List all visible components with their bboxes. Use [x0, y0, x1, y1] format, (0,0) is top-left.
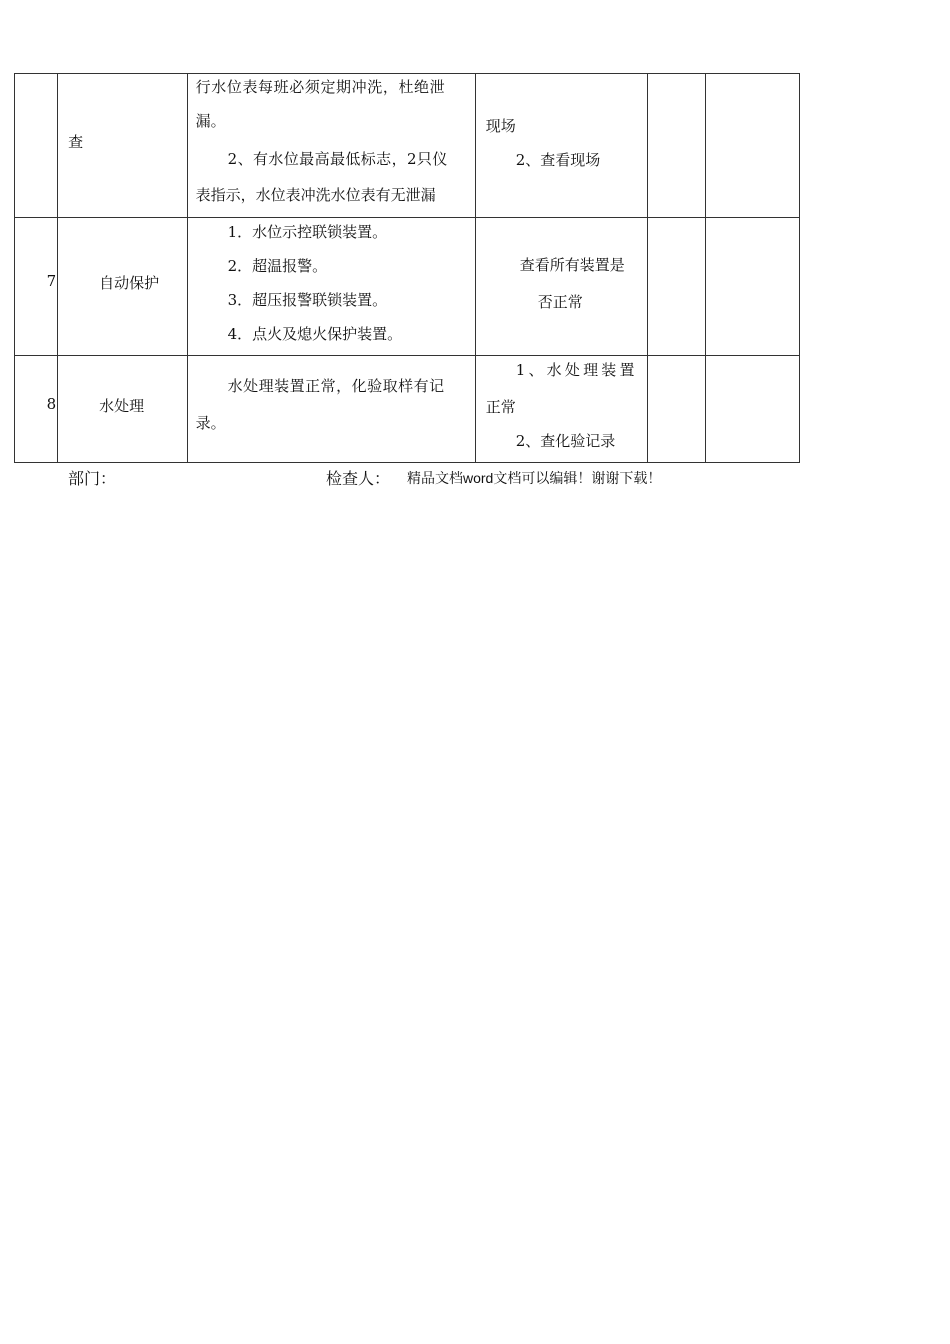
item-label: 水处理	[99, 396, 145, 415]
item-label: 查	[68, 133, 84, 151]
table-row	[15, 218, 800, 355]
download-note: 精品文档word文档可以编辑！谢谢下载！	[407, 470, 662, 486]
requirement-line: 2．超温报警。	[227, 257, 328, 276]
table-row	[15, 355, 800, 462]
requirement-line: 1．水位示控联锁装置。	[227, 223, 388, 242]
result-cell	[648, 218, 705, 355]
item-cell	[58, 218, 187, 355]
method-cell	[475, 218, 648, 355]
result-cell	[648, 355, 705, 462]
inspector-label: 检查人：	[326, 469, 391, 488]
remark-cell	[705, 74, 799, 218]
method-line: 2、查化验记录	[515, 431, 616, 450]
remark-cell	[705, 355, 799, 462]
row-number-cell	[15, 74, 58, 218]
requirement-line: 表指示，水位表冲洗水位表有无泄漏	[195, 186, 436, 204]
requirement-cell	[187, 355, 475, 462]
requirement-line: 3．超压报警联锁装置。	[227, 291, 388, 310]
method-line: 现场	[485, 117, 516, 135]
requirement-line: 水处理装置正常，化验取样有记	[227, 376, 445, 395]
method-cell	[475, 74, 648, 218]
row-number: 8	[46, 394, 57, 413]
requirement-cell	[187, 218, 475, 355]
requirement-line: 录。	[195, 413, 226, 432]
method-cell	[475, 355, 648, 462]
requirement-line: 漏。	[195, 112, 226, 130]
result-cell	[648, 74, 705, 218]
item-cell	[58, 74, 187, 218]
method-line: 否正常	[537, 293, 583, 312]
requirement-line: 行水位表每班必须定期冲洗，杜绝泄	[195, 78, 446, 96]
method-line: 查看所有装置是	[519, 256, 625, 275]
method-line: 1、水处理装置	[515, 360, 638, 379]
row-number: 7	[46, 272, 57, 291]
method-line: 正常	[485, 397, 516, 416]
row-number-cell	[15, 218, 58, 355]
table-row	[15, 74, 800, 218]
item-label: 自动保护	[99, 274, 160, 293]
requirement-cell	[187, 74, 475, 218]
department-label: 部门：	[68, 469, 117, 488]
requirement-line: 4．点火及熄火保护装置。	[227, 325, 403, 344]
item-cell	[58, 355, 187, 462]
footer	[0, 463, 950, 491]
requirement-line: 2、有水位最高最低标志，2只仪	[227, 150, 448, 168]
row-number-cell	[15, 355, 58, 462]
remark-cell	[705, 218, 799, 355]
method-line: 2、查看现场	[515, 151, 601, 169]
inspection-table	[14, 73, 800, 463]
